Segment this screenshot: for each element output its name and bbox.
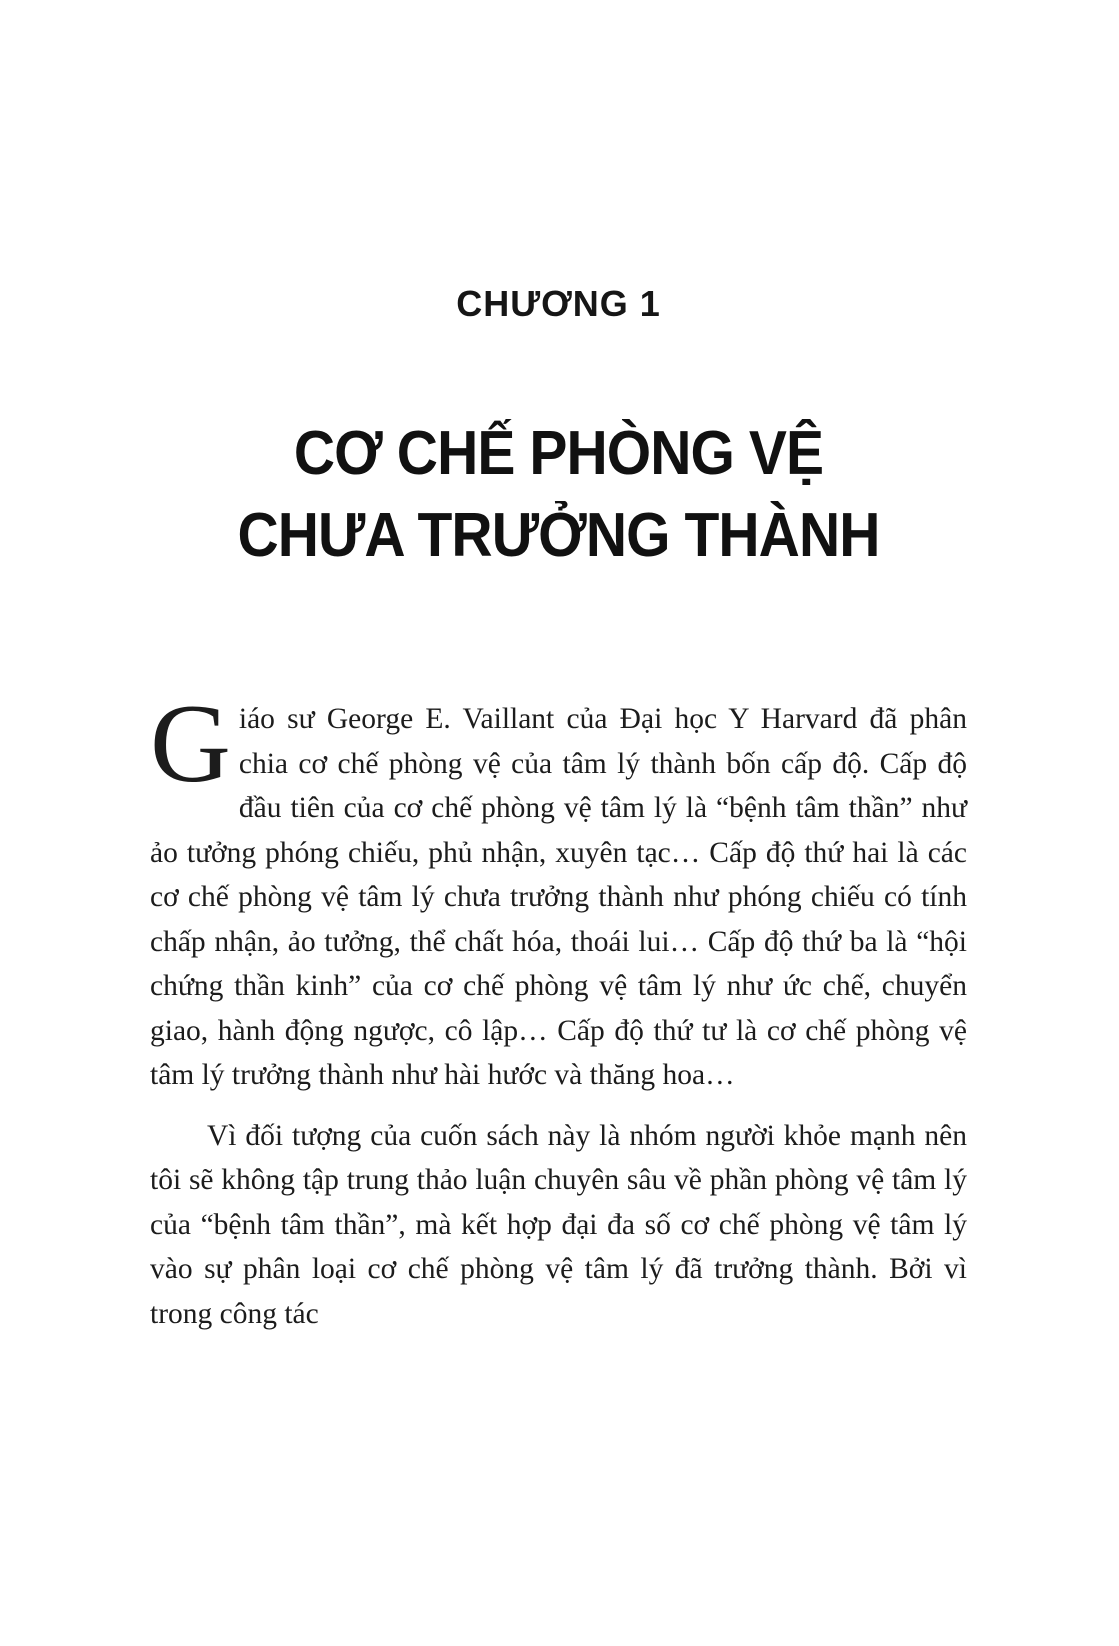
body-paragraph-1	[150, 682, 967, 1098]
chapter-title	[150, 413, 967, 577]
chapter-label: CHƯƠNG 1	[456, 283, 661, 324]
paragraph-text: iáo sư George E. Vaillant của Đại học Y Harvard đã phân chia cơ chế phòng vệ của tâm lý thành bốn cấp độ. Cấp độ đầu tiên của cơ chế phòng vệ tâm lý là “bệnh tâm thần” như ảo tưởng phóng chiếu, phủ nhận, xuyên tạc… Cấp độ thứ hai là các cơ chế phòng vệ tâm lý chưa trưởng thành như phóng chiếu có tính chấp nhận, ảo tưởng, thể chất hóa, thoái lui… Cấp độ thứ ba là “hội chứng thần kinh” của cơ chế phòng vệ tâm lý như ức chế, chuyển giao, hành động ngược, cô lập… Cấp độ thứ tư là cơ chế phòng vệ tâm lý trưởng thành như hài hước và thăng hoa…	[150, 703, 967, 1091]
paragraph-text: Vì đối tượng của cuốn sách này là nhóm người khỏe mạnh nên tôi sẽ không tập trung thảo luận chuyên sâu về phần phòng vệ tâm lý của “bệnh tâm thần”, mà kết hợp đại đa số cơ chế phòng vệ tâm lý vào sự phân loại cơ chế phòng vệ tâm lý đã trưởng thành. Bởi vì trong công tác	[150, 1119, 967, 1330]
body-text	[150, 682, 967, 1336]
drop-cap: G	[150, 682, 231, 806]
chapter-title-line-1: CƠ CHẾ PHÒNG VỆ	[293, 419, 824, 488]
page-content	[150, 0, 967, 1352]
chapter-title-line-2: CHƯA TRƯỞNG THÀNH	[237, 501, 880, 570]
body-paragraph-2	[150, 1114, 967, 1337]
